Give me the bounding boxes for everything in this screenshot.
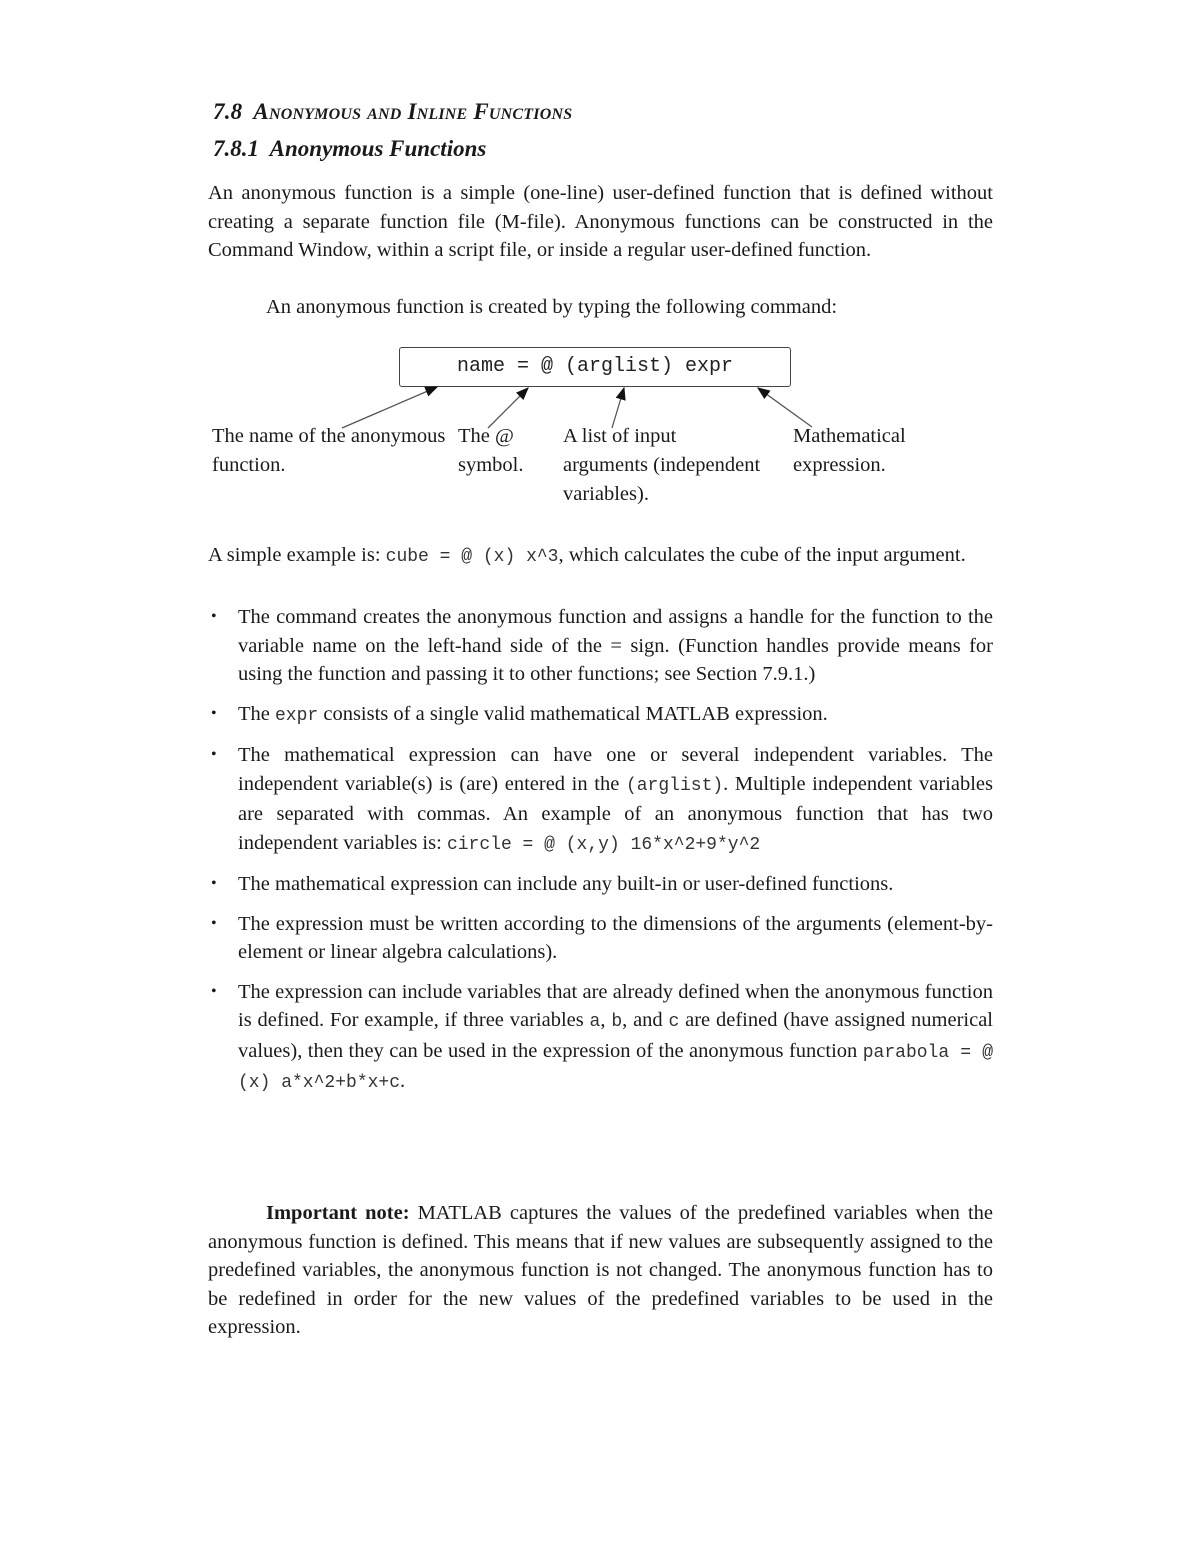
note-label: Important note:: [266, 1202, 410, 1224]
list-item: • The expression can include variables that are already defined when the anonymous function is defined. For example, if three variables a, b, and c are defined (have assigned numerical values), then they can be used in the expression of the anonymous function parabola = @ (x) a*x^2+b*x+c.: [208, 978, 993, 1098]
list-item: • The expression must be written according to the dimensions of the arguments (element-by-element or linear algebra calculations).: [208, 910, 993, 967]
label-expression: Mathematical expression.: [793, 425, 906, 476]
list-item: • The expr consists of a single valid mathematical MATLAB expression.: [208, 700, 993, 731]
important-note: Important note: MATLAB captures the values of the predefined variables when the anonymous function is defined. This means that if new values are subsequently assigned to the predefined variables, the anonymous function is not changed. The anonymous function has to be redefined in order for the new values of the predefined variables to be used in the expression.: [208, 1202, 994, 1338]
intro-paragraph: An anonymous function is a simple (one-line) user-defined function that is defined without creating a separate function file (M-file). Anonymous functions can be constructed in the Command Window, within a script file, or inside a regular user-defined function.: [208, 182, 993, 261]
subsection-number: 7.8.1: [213, 136, 259, 161]
section-title: Anonymous and Inline Functions: [253, 99, 573, 124]
list-item: • The mathematical expression can have one or several independent variables. The independent variable(s) is (are) entered in the (arglist). Multiple independent variables are separated with commas. An example of an anonymous function that has two independent variables is: circle = @ (x,y) 16*x^2+9*y^2: [208, 741, 993, 859]
parabola-example-code: parabola = @ (x) a*x^2+b*x+c: [238, 1042, 993, 1093]
list-item: • The command creates the anonymous function and assigns a handle for the function to the variable name on the left-hand side of the = sign. (Function handles provide means for using the function and passing it to other functions; see Section 7.9.1.): [208, 603, 993, 689]
label-arglist: A list of input arguments (independent variables).: [563, 425, 761, 505]
bullet-icon: •: [211, 914, 217, 932]
intro-command-sentence: An anonymous function is created by typing the following command:: [266, 296, 838, 318]
label-at-symbol: The @ symbol.: [458, 425, 524, 476]
bullet-icon: •: [211, 875, 217, 892]
bullet-icon: •: [211, 746, 217, 763]
subsection-title: Anonymous Functions: [269, 136, 487, 161]
example-code: cube = @ (x) x^3: [385, 547, 559, 567]
syntax-box: name = @ (arglist) expr: [399, 347, 791, 387]
example-paragraph: A simple example is: cube = @ (x) x^3, which calculates the cube of the input argument.: [208, 544, 966, 567]
section-number: 7.8: [213, 99, 243, 124]
label-function-name: The name of the anonymous function.: [212, 425, 446, 476]
bullet-icon: •: [211, 704, 217, 722]
circle-example-code: circle = @ (x,y) 16*x^2+9*y^2: [446, 834, 761, 855]
properties-list: [208, 603, 993, 1109]
list-item: • The mathematical expression can include any built-in or user-defined functions.: [208, 870, 993, 899]
bullet-icon: •: [211, 608, 217, 625]
bullet-icon: •: [211, 982, 217, 1000]
